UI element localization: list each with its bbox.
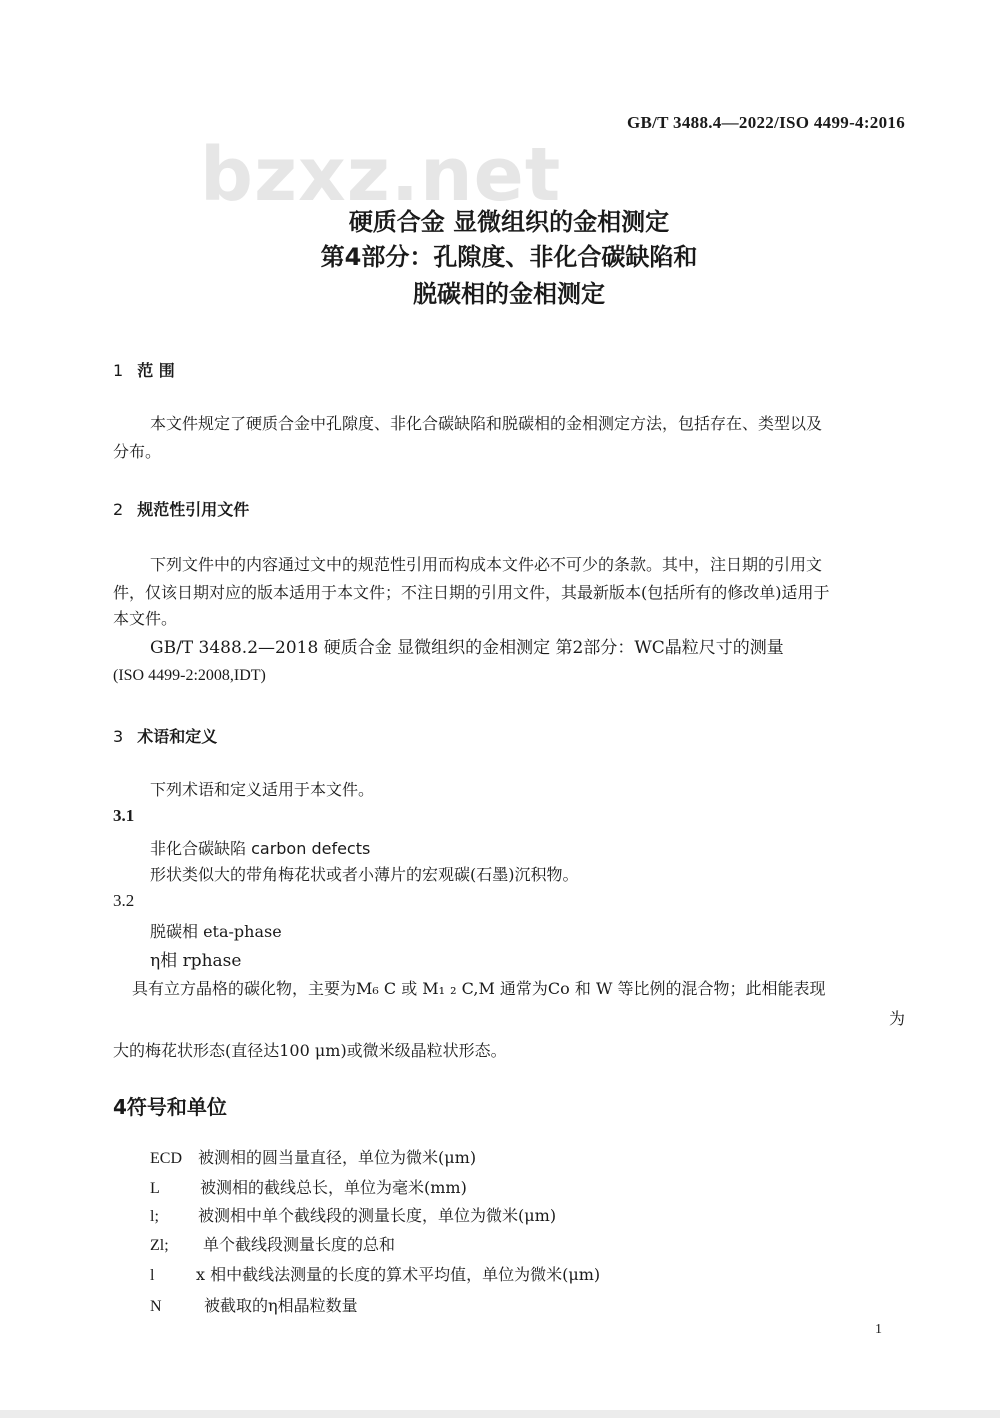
section-2-heading: [113, 497, 249, 520]
symbol-key: N: [150, 1298, 162, 1315]
symbol-row: [150, 1293, 358, 1316]
symbol-description: 被测相的截线总长，单位为毫米(mm): [200, 1178, 467, 1197]
section-number: 3: [113, 727, 124, 746]
s2-reference-line-1: GB/T 3488.2—2018 硬质合金 显微组织的金相测定 第2部分：WC晶粒尺寸的测量: [150, 638, 784, 658]
term-3-1-definition: 形状类似大的带角梅花状或者小薄片的宏观碳(石墨)沉积物。: [150, 865, 579, 884]
symbol-description: x 相中截线法测量的长度的算术平均值，单位为微米(μm): [196, 1265, 601, 1284]
symbol-row: [150, 1175, 467, 1198]
symbol-row: [150, 1145, 476, 1168]
symbol-row: [150, 1203, 556, 1226]
page-number: 1: [875, 1322, 882, 1337]
watermark: bzxz.net: [200, 132, 562, 218]
term-3-1-number: 3.1: [113, 806, 135, 825]
term-3-1-name: 非化合碳缺陷 carbon defects: [150, 839, 371, 858]
section-title: 范 围: [137, 361, 175, 380]
symbol-key: L: [150, 1180, 160, 1197]
standard-number: GB/T 3488.4—2022/ISO 4499-4:2016: [626, 113, 905, 132]
title-line-3: 脱碳相的金相测定: [413, 280, 605, 308]
symbol-row: [150, 1232, 395, 1255]
symbol-key: Zl;: [150, 1237, 169, 1254]
section-4-heading: 4符号和单位: [113, 1095, 227, 1119]
term-3-2-name: 脱碳相 eta-phase: [150, 922, 282, 941]
symbol-key: l;: [150, 1208, 159, 1225]
section-title: 术语和定义: [137, 727, 218, 746]
s2-para-line-1: 下列文件中的内容通过文中的规范性引用而构成本文件必不可少的条款。其中，注日期的引用文: [150, 555, 823, 574]
section-title: 规范性引用文件: [137, 500, 250, 519]
symbol-description: 单个截线段测量长度的总和: [203, 1235, 396, 1254]
term-3-2-definition-line-1: 具有立方晶格的碳化物，主要为M₆ C 或 M₁ ₂ C,M 通常为Co 和 W 等比例的混合物；此相能表现: [132, 979, 826, 998]
term-3-2-definition-line-2: 大的梅花状形态(直径达100 μm)或微米级晶粒状形态。: [113, 1041, 507, 1060]
symbol-key: l: [150, 1267, 155, 1284]
section-3-heading: [113, 724, 217, 747]
section-1-heading: [113, 358, 175, 381]
s2-reference-line-2: (ISO 4499-2:2008,IDT): [113, 667, 266, 684]
symbol-row: [150, 1262, 600, 1285]
term-3-2-number: 3.2: [113, 891, 135, 910]
s1-para-line-2: 分布。: [113, 442, 162, 461]
s1-para-line-1: 本文件规定了硬质合金中孔隙度、非化合碳缺陷和脱碳相的金相测定方法，包括存在、类型以及: [150, 414, 823, 433]
symbol-description: 被测相的圆当量直径，单位为微米(μm): [198, 1148, 477, 1167]
section-number: 2: [113, 500, 124, 519]
s3-intro: 下列术语和定义适用于本文件。: [150, 780, 375, 799]
term-3-2-definition-wrap: 为: [888, 1009, 905, 1028]
s2-para-line-2: 件，仅该日期对应的版本适用于本文件；不注日期的引用文件，其最新版本(包括所有的修改单)适用于: [113, 583, 830, 602]
symbol-description: 被截取的η相晶粒数量: [204, 1296, 358, 1315]
symbol-key: ECD: [150, 1150, 182, 1167]
term-3-2-alt-name: η相 rphase: [150, 951, 242, 971]
symbol-description: 被测相中单个截线段的测量长度，单位为微米(μm): [198, 1206, 557, 1225]
title-line-2: 第4部分：孔隙度、非化合碳缺陷和: [320, 243, 698, 271]
title-line-1: 硬质合金 显微组织的金相测定: [348, 208, 670, 236]
s2-para-line-3: 本文件。: [113, 609, 178, 628]
section-number: 1: [113, 361, 124, 380]
